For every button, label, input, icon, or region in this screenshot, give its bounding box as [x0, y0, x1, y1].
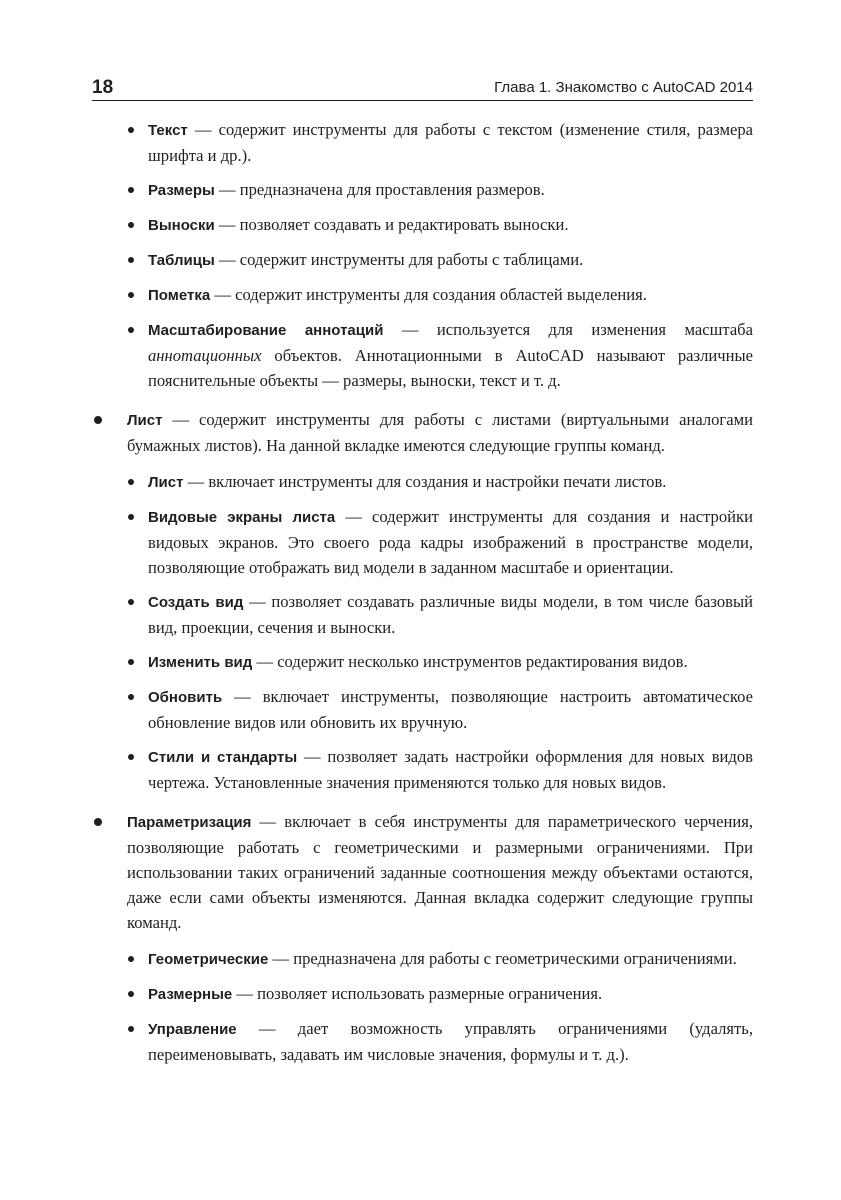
bullet-icon — [128, 754, 134, 760]
bullet-icon — [128, 599, 134, 605]
list-item — [92, 177, 753, 203]
italic-term: аннотационных — [148, 346, 262, 365]
item-text: — дает возможность управлять ограничениями (удалять, переименовывать, задавать им числовые значения, формулы и т. д.). — [148, 1019, 753, 1064]
list-item — [92, 684, 753, 735]
bullet-icon — [128, 257, 134, 263]
list-item — [92, 981, 753, 1007]
item-term: Геометрические — [148, 951, 269, 968]
list-item — [92, 946, 753, 972]
bullet-icon — [128, 659, 134, 665]
bullet-icon — [128, 187, 134, 193]
item-text: — содержит инструменты для работы с текстом (изменение стиля, размера шрифта и др.). — [148, 120, 753, 165]
item-text: — предназначена для проставления размеров. — [214, 180, 545, 199]
list-item — [92, 117, 753, 168]
list-item — [92, 744, 753, 795]
continued-sublist — [92, 117, 753, 393]
page-body — [92, 117, 753, 1081]
item-text: — содержит несколько инструментов редактирования видов. — [252, 652, 688, 671]
list-item — [92, 247, 753, 273]
item-term: Пометка — [148, 287, 211, 304]
page-header — [92, 76, 753, 101]
bullet-icon — [128, 1026, 134, 1032]
bullet-icon — [128, 514, 134, 520]
section-text: — включает в себя инструменты для параметрического черчения, позволяющие работать с геометрическими и размерными ограничениями. При использовании таких ограничений заданные соотношения между объектами остаются, даже если сами объекты изменяются. Данная вкладка содержит следующие группы команд. — [127, 812, 753, 932]
item-term: Лист — [148, 474, 184, 491]
section-term: Лист — [127, 412, 163, 429]
item-term: Размеры — [148, 182, 215, 199]
section-sublist — [92, 946, 753, 1067]
item-term: Таблицы — [148, 252, 215, 269]
item-text: — включает инструменты для создания и настройки печати листов. — [183, 472, 667, 491]
bullet-icon — [128, 292, 134, 298]
list-item — [92, 212, 753, 238]
item-text: — позволяет создавать различные виды модели, в том числе базовый вид, проекции, сечения и выноски. — [148, 592, 753, 637]
section-term: Параметризация — [127, 814, 252, 831]
item-term: Размерные — [148, 986, 233, 1003]
bullet-icon — [128, 327, 134, 333]
item-text: — позволяет использовать размерные ограничения. — [232, 984, 603, 1003]
item-term: Изменить вид — [148, 654, 253, 671]
page-number: 18 — [92, 77, 114, 98]
item-text: — используется для изменения масштаба — [383, 320, 753, 339]
bullet-icon — [128, 222, 134, 228]
section-text: — содержит инструменты для работы с листами (виртуальными аналогами бумажных листов). На данной вкладке имеются следующие группы команд. — [127, 410, 753, 455]
list-item — [92, 589, 753, 640]
bullet-icon — [128, 956, 134, 962]
section-sublist — [92, 469, 753, 795]
item-text: — содержит инструменты для работы с таблицами. — [214, 250, 584, 269]
item-text: — предназначена для работы с геометрическими ограничениями. — [268, 949, 737, 968]
bullet-icon — [94, 416, 102, 424]
running-head: Глава 1. Знакомство с AutoCAD 2014 — [494, 79, 753, 96]
item-term: Обновить — [148, 689, 223, 706]
item-text: — позволяет создавать и редактировать выноски. — [214, 215, 569, 234]
item-term: Масштабирование аннотаций — [148, 322, 384, 339]
item-term: Видовые экраны листа — [148, 509, 336, 526]
item-term: Создать вид — [148, 594, 244, 611]
item-text: — содержит инструменты для создания областей выделения. — [210, 285, 647, 304]
list-item — [92, 504, 753, 580]
item-term: Управление — [148, 1021, 237, 1038]
list-item — [92, 469, 753, 495]
item-text: — позволяет задать настройки оформления для новых видов чертежа. Установленные значения применяются только для новых видов. — [148, 747, 753, 792]
list-item — [92, 317, 753, 393]
item-term: Выноски — [148, 217, 215, 234]
bullet-icon — [128, 694, 134, 700]
list-item — [92, 1016, 753, 1067]
list-item — [92, 649, 753, 675]
section-parametrization-tab — [92, 809, 753, 1067]
bullet-icon — [94, 818, 102, 826]
bullet-icon — [128, 127, 134, 133]
item-text: — включает инструменты, позволяющие настроить автоматическое обновление видов или обновить их вручную. — [148, 687, 753, 732]
bullet-icon — [128, 991, 134, 997]
item-term: Текст — [148, 122, 188, 139]
bullet-icon — [128, 479, 134, 485]
section-list-tab — [92, 407, 753, 795]
list-item — [92, 282, 753, 308]
item-text: объектов. Аннотационными в AutoCAD называют различные пояснительные объекты — размеры, выноски, текст и т. д. — [148, 346, 753, 390]
item-term: Стили и стандарты — [148, 749, 298, 766]
item-text: — содержит инструменты для создания и настройки видовых экранов. Это своего рода кадры изображений в пространстве модели, позволяющие отображать вид модели в заданном масштабе и ориентации. — [148, 507, 753, 577]
